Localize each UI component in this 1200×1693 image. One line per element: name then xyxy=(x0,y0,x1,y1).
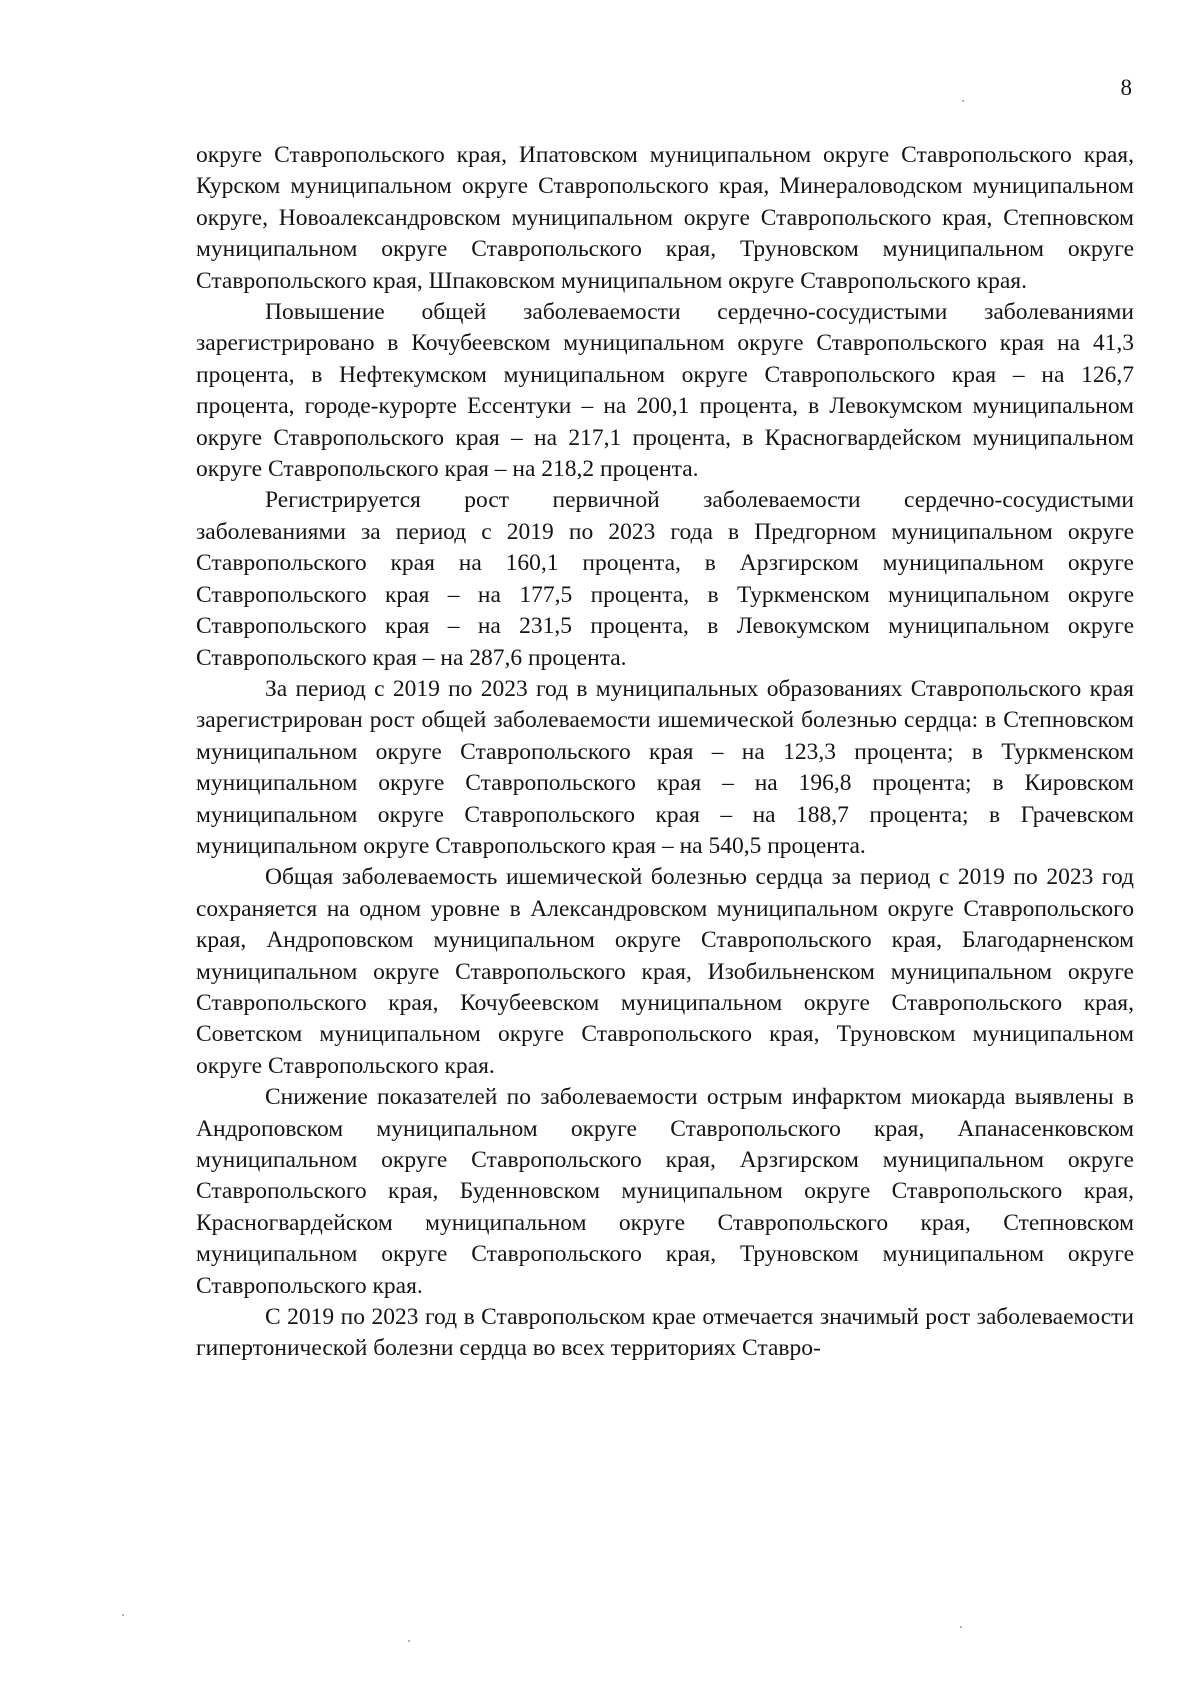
page-number: 8 xyxy=(1120,75,1132,100)
paragraph-2: Повышение общей заболеваемости сердечно-сосудистыми заболеваниями зарегистрировано в Кочубеевском муниципальном округе Ставропольского края на 41,3 процента, в Нефтекумском муниципальном округе Ставропольского края – на 126,7 процента, городе-курорте Ессентуки – на 200,1 процента, в Левокумском муниципальном округе Ставропольского края – на 217,1 процента, в Красногвардейском муниципальном округе Ставропольского края – на 218,2 процента. xyxy=(196,299,1134,483)
paragraph-5: Общая заболеваемость ишемической болезнью сердца за период с 2019 по 2023 год сохраняется на одном уровне в Александровском муниципальном округе Ставропольского края, Андроповском муниципальном округе Ставропольского края, Благодарненском муниципальном округе Ставропольского края, Изобильненском муниципальном округе Ставропольского края, Кочубеевском муниципальном округе Ставропольского края, Советском муниципальном округе Ставропольского края, Труновском муниципальном округе Ставропольского края. xyxy=(196,864,1134,1079)
paragraph-4: За период с 2019 по 2023 год в муниципальных образованиях Ставропольского края зарегистрирован рост общей заболеваемости ишемической болезнью сердца: в Степновском муниципальном округе Ставропольского края – на 123,3 процента; в Туркменском муниципальном округе Ставропольского края – на 196,8 процента; в Кировском муниципальном округе Ставропольского края – на 188,7 процента; в Грачевском муниципальном округе Ставропольского края – на 540,5 процента. xyxy=(196,675,1134,859)
scan-speck xyxy=(122,1614,124,1616)
scan-speck xyxy=(408,1640,410,1642)
document-body xyxy=(196,140,1134,1365)
paragraph-3: Регистрируется рост первичной заболеваемости сердечно-сосудистыми заболеваниями за период с 2019 по 2023 года в Предгорном муниципальном округе Ставропольского края на 160,1 процента, в Арзгирском муниципальном округе Ставропольского края – на 177,5 процента, в Туркменском муниципальном округе Ставропольского края – на 231,5 процента, в Левокумском муниципальном округе Ставропольского края – на 287,6 процента. xyxy=(196,487,1134,671)
paragraph-7: С 2019 по 2023 год в Ставропольском крае отмечается значимый рост заболеваемости гипертонической болезни сердца во всех территориях Ставро- xyxy=(196,1304,1134,1362)
paragraph-6: Снижение показателей по заболеваемости острым инфарктом миокарда выявлены в Андроповском муниципальном округе Ставропольского края, Апанасенковском муниципальном округе Ставропольского края, Арзгирском муниципальном округе Ставропольского края, Буденновском муниципальном округе Ставропольского края, Красногвардейском муниципальном округе Ставропольского края, Степновском муниципальном округе Ставропольского края, Труновском муниципальном округе Ставропольского края. xyxy=(196,1084,1134,1299)
scan-speck xyxy=(960,1626,962,1628)
scan-speck xyxy=(962,100,964,102)
paragraph-1: округе Ставропольского края, Ипатовском муниципальном округе Ставропольского края, Курском муниципальном округе Ставропольского края, Минераловодском муниципальном округе, Новоалександровском муниципальном округе Ставропольского края, Степновском муниципальном округе Ставропольского края, Труновском муниципальном округе Ставропольского края, Шпаковском муниципальном округе Ставропольского края. xyxy=(196,142,1134,294)
